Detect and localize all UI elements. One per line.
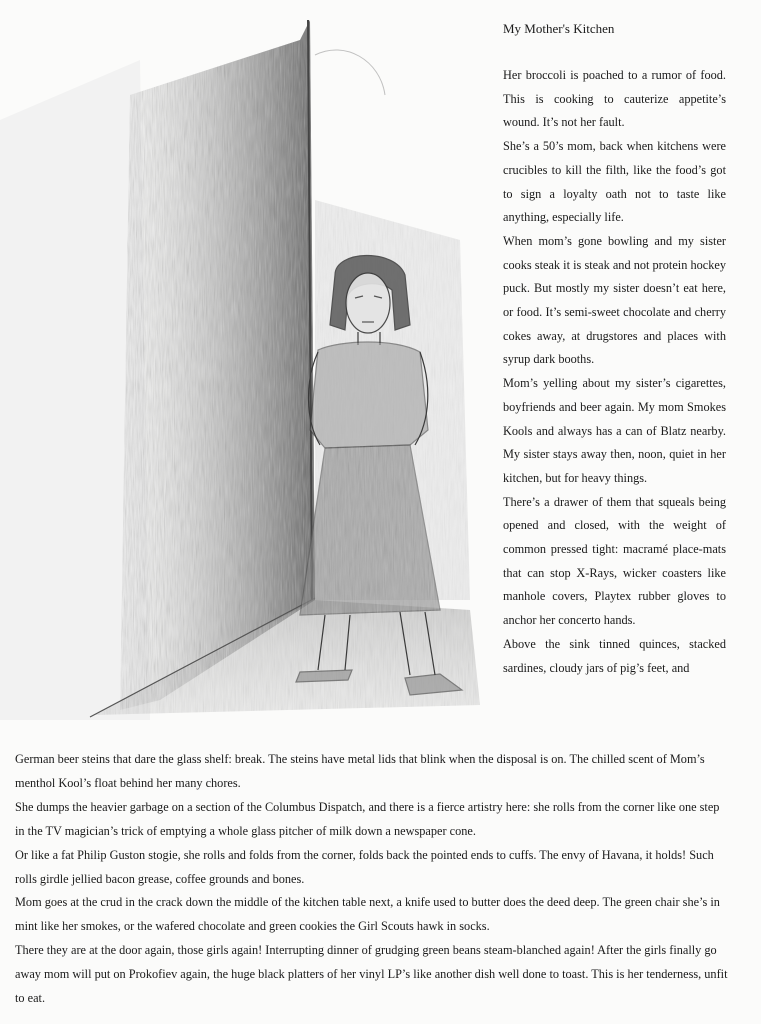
full-paragraph: She dumps the heavier garbage on a section of the Columbus Dispatch, and there is a fierce artistry here: she rolls from the corner like one step in the TV magician’s trick of emptying a whole glass pitcher of milk down a newspaper cone.	[15, 799, 720, 838]
column-paragraph: She’s a 50’s mom, back when kitchens were crucibles to kill the filth, like the food’s got to sign a loyalty oath not to taste like anything, especially life.	[503, 139, 726, 225]
full-paragraph: Or like a fat Philip Guston stogie, she rolls and folds from the corner, folds back the pointed ends to cuffs. The envy of Havana, it holds! Such rolls girdle jellied bacon grease, coffee grounds and bones.	[15, 847, 714, 886]
text-column	[503, 64, 726, 680]
poem-title: My Mother's Kitchen	[503, 21, 615, 36]
full-paragraph: German beer steins that dare the glass shelf: break. The steins have metal lids that blink when the disposal is on. The chilled scent of Mom’s menthol Kool’s float behind her many chores.	[15, 752, 705, 790]
column-paragraph: Mom’s yelling about my sister’s cigarettes, boyfriends and beer again. My mom Smokes Kools and always has a can of Blatz nearby. My sister stays away then, noon, quiet in her kitchen, but for heavy things.	[503, 376, 726, 485]
column-paragraph: There’s a drawer of them that squeals being opened and closed, with the weight of common pressed tight: macramé place-mats that can stop X-Rays, wicker coasters like manhole covers, Playtex rubber gloves to anchor her concerto hands.	[503, 494, 726, 628]
column-paragraph: Her broccoli is poached to a rumor of food. This is cooking to cauterize appetite’s wound. It’s not her fault.	[503, 68, 726, 130]
full-paragraph: Mom goes at the crud in the crack down the middle of the kitchen table next, a knife used to butter does the deed deep. The green chair she’s in mint like her smokes, or the wafered chocolate and green cookies the Girl Scouts hawk in socks.	[15, 895, 720, 934]
pencil-sketch-illustration	[0, 0, 500, 725]
column-paragraph: Above the sink tinned quinces, stacked sardines, cloudy jars of pig’s feet, and	[503, 636, 726, 675]
full-width-text	[15, 748, 730, 1011]
full-paragraph: There they are at the door again, those girls again! Interrupting dinner of grudging green beans steam-blanched again! After the girls finally go away mom will put on Prokofiev again, the huge black platters of her vinyl LP’s like another dish well done to toast. This is her tenderness, unfit to eat.	[15, 943, 728, 1006]
column-paragraph: When mom’s gone bowling and my sister cooks steak it is steak and not protein hockey puck. But mostly my sister doesn’t eat here, or food. It’s semi-sweet chocolate and cherry cokes away, at drugstores and places with syrup dark booths.	[503, 233, 726, 367]
